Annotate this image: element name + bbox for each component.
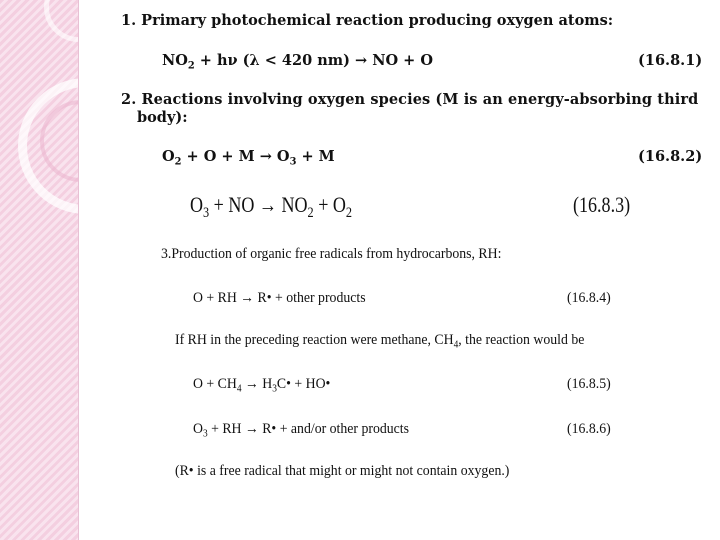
equation-16-8-2: $O_2 + O + M \to O_3 + M$ [162, 148, 335, 168]
equation-number: (16.8.2) [638, 148, 703, 165]
equation-16-8-5: $O + CH_4$ → $H_3C•$ + HO• [193, 376, 331, 395]
heading-3: 3.Production of organic free radicals from hydrocarbons, RH: [161, 246, 502, 262]
heading-2-line-1: 2. Reactions involving oxygen species (M is an energy-absorbing third [121, 91, 699, 108]
equation-number: (16.8.5) [567, 376, 611, 392]
equation-16-8-1: $NO_2 + h\nu$ (λ < 420 nm) → NO + O [162, 52, 433, 72]
equation-number: (16.8.4) [567, 290, 611, 306]
heading-1: 1. Primary photochemical reaction producing oxygen atoms: [121, 12, 614, 29]
equation-16-8-6: $O_3$ + RH → R• + and/or other products [193, 421, 409, 440]
equation-number: (16.8.3) [573, 192, 631, 217]
note-free-radical: (R• is a free radical that might or might not contain oxygen.) [175, 463, 510, 479]
heading-2-line-2: body): [137, 109, 188, 126]
equation-number: (16.8.1) [638, 52, 703, 69]
equation-16-8-3: $O_3$ + NO → $NO_2 + O_2$ [190, 192, 353, 222]
equation-number: (16.8.6) [567, 421, 611, 437]
note-methane: If RH in the preceding reaction were methane, $CH_4$, the reaction would be [175, 332, 585, 351]
equation-16-8-4: O + RH → R• + other products [193, 290, 366, 306]
